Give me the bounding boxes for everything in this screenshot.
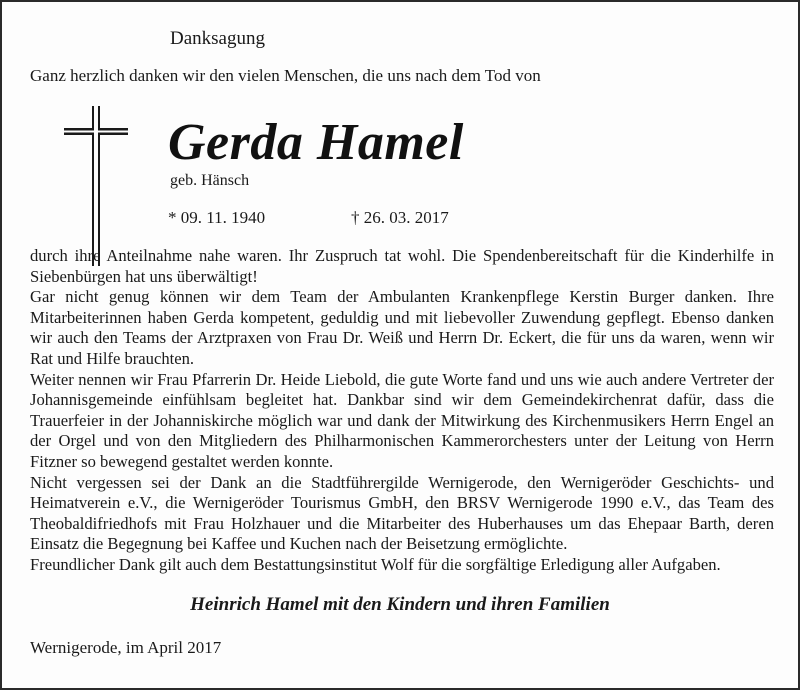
body-paragraph: Weiter nennen wir Frau Pfarrerin Dr. Heide Liebold, die gute Worte fand und uns wie auch andere Vertreter der Johannisgemeinde einfühlsam begleitet hat. Dankbar sind wir dem Gemeindekirchenrat dafür, dass die Trauerfeier in der Johanniskirche möglich war und dank der Mitwirkung des Kirchenmusikers Herrn Engel an der Orgel und von den Mitgliedern des Philharmonischen Kammerorchesters unter der Leitung von Herrn Fitzner so bewegend gestaltet werden konnte. xyxy=(30,369,774,471)
body-paragraph: Freundlicher Dank gilt auch dem Bestattungsinstitut Wolf für die sorgfältige Erledigung aller Aufgaben. xyxy=(30,554,721,574)
thanks-body xyxy=(30,246,774,576)
birth-date: * 09. 11. 1940 xyxy=(168,208,266,227)
maiden-name: geb. Hänsch xyxy=(170,172,250,189)
body-paragraph: Gar nicht genug können wir dem Team der Ambulanten Krankenpflege Kerstin Burger danken. Ihre Mitarbeiterinnen haben Gerda kompetent, geduldig und mit liebevoller Zuwendung gepflegt. Ebenso danken wir auch den Teams der Arztpraxen von Frau Dr. Weiß und Herrn Dr. Eckert, die für uns da waren, wenn wir Rat und Hilfe brauchten. xyxy=(30,287,774,368)
body-paragraph: durch ihre Anteilnahme nahe waren. Ihr Zuspruch tat wohl. Die Spendenbereitschaft für die Kinderhilfe in Siebenbürgen hat uns überwältigt! xyxy=(30,246,774,286)
latin-cross-icon xyxy=(64,106,128,266)
place-and-date: Wernigerode, im April 2017 xyxy=(30,638,222,657)
notice-heading: Danksagung xyxy=(170,28,265,49)
family-signature: Heinrich Hamel mit den Kindern und ihren Familien xyxy=(190,594,610,615)
deceased-name: Gerda Hamel xyxy=(168,114,464,171)
death-date: † 26. 03. 2017 xyxy=(351,208,449,227)
intro-line: Ganz herzlich danken wir den vielen Menschen, die uns nach dem Tod von xyxy=(30,66,541,85)
body-paragraph: Nicht vergessen sei der Dank an die Stadtführergilde Wernigerode, den Wernigeröder Geschichts- und Heimatverein e.V., die Wernigeröder Tourismus GmbH, den BRSV Wernigerode 1990 e.V., das Team des Theobaldifriedhofs mit Frau Holzhauer und die Mitarbeiter des Huberhauses um das Ehepaar Barth, deren Einsatz die Begegnung bei Kaffee und Kuchen nach der Beisetzung ermöglichte. xyxy=(30,472,774,554)
